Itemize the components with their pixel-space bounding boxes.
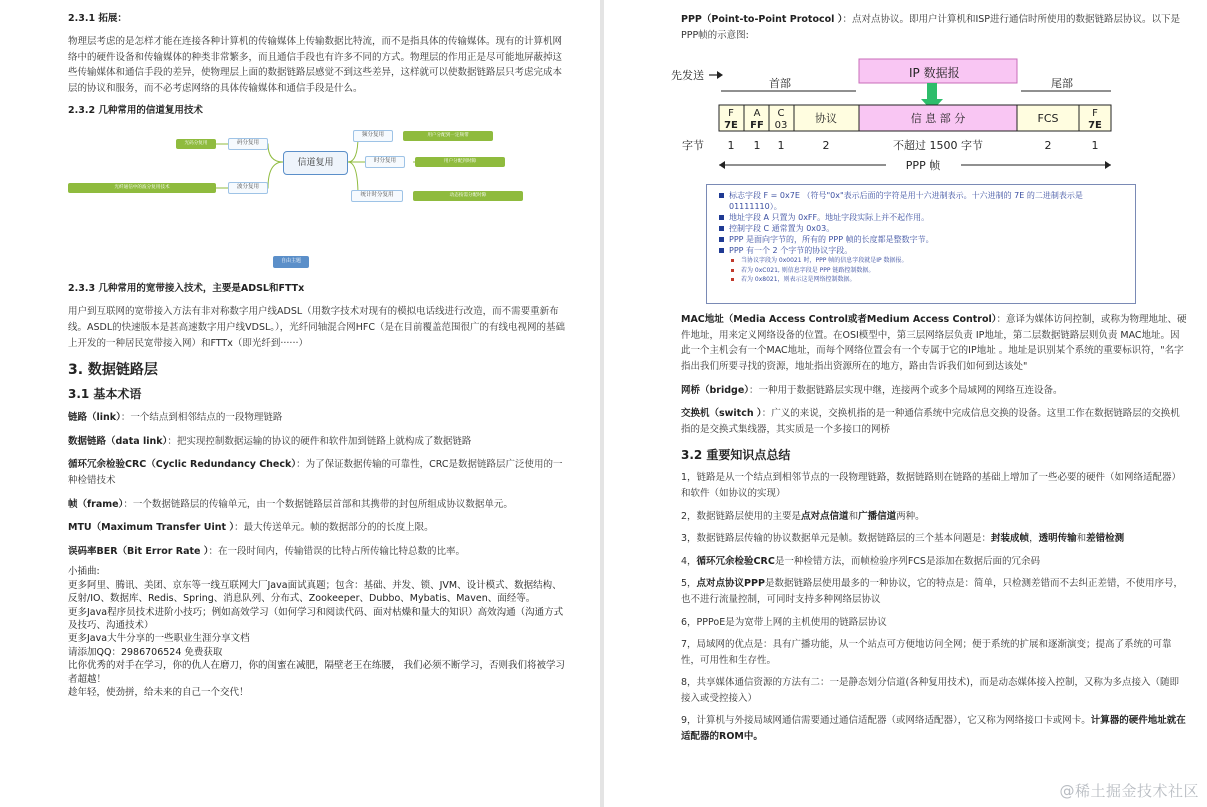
send-first-label: 先发送 [671,69,704,83]
header-label: 首部 [769,77,791,91]
byte-count-info: 不超过 1500 字节 [893,139,983,153]
byte-count-a: 1 [753,139,761,153]
ppp-frame-diagram [671,49,1131,184]
protocol-cell: 协议 [815,112,837,126]
frame-span-right-head [1105,161,1111,169]
term-switch: 交换机（switch ）：广义的来说，交换机指的是一种通信系统中完成信息交换的设备。这里工作在数据链路层的交换机指的是交换式集线器，其实质是一个多接口的网桥 [681,408,1180,435]
byte-count-f2: 1 [1091,139,1099,153]
ip-datagram-label: IP 数据报 [909,66,960,81]
term-mac: MAC地址（Media Access Control或者Medium Access Control）：意译为媒体访问控制，或称为物理地址、硬件地址，用来定义网络设备的位置。在OSI模型中，第三层网络层负责 IP地址，第二层数据链路层则负责 MAC地址。因此一个主机会有一个MAC地址，而每个网络位置会有一个专属于它的IP地址 。地址是识别某个系统的重要标识符，"名字指出我们所要寻找的资源，地址指出资源所在的地方，路由告诉我们如何到达该处" [681,314,1187,372]
ppp-frame-svg [671,49,1131,184]
mindmap-leaf-cdm: 光码分复用 [176,139,216,149]
note-line: 趁年轻，使劲拼，给未来的自己一个交代！ [68,686,249,698]
ppp-bullet: PPP 是面向字节的，所有的 PPP 帧的长度都是整数字节。 [719,234,1127,245]
byte-count-c: 1 [777,139,785,153]
term-ber: 误码率BER（Bit Error Rate ）：在一段时间内，传输错误的比特占所传输比特总数的比率。 [68,545,466,557]
byte-count-f: 1 [727,139,735,153]
multiplexing-mindmap [68,124,528,274]
section-2-3-1-title: 2.3.1 拓展： [68,13,127,24]
flag2-a: F [1092,108,1098,120]
mindmap-node-tdm: 时分复用 [365,156,405,168]
addr-a: A [753,108,761,120]
ctrl-a: C [777,108,785,120]
mindmap-center: 信道复用 [283,151,348,175]
term-bridge: 网桥（bridge）：一种用于数据链路层实现中继，连接两个或多个局域网的网络互连设备。 [681,384,1063,396]
flag1-b: 7E [724,120,738,132]
chapter-3-title: 3. 数据链路层 [68,362,158,379]
fcs-cell: FCS [1037,112,1059,126]
note-line: 更多Java程序员技术进阶小技巧；例如高效学习（如何学习和阅读代码、面对枯燥和量大的知识）高效沟通（沟通方式及技巧、沟通技术） [68,606,564,631]
mindmap-free-topic: 自由主题 [273,256,309,268]
note-line: 比你优秀的对手在学习，你的仇人在磨刀，你的闺蜜在减肥，隔壁老王在练腰， 我们必须不断学习，否则我们将被学习者超越！ [68,660,566,685]
send-arrow-head [717,71,723,79]
key-point: 8，共享媒体通信资源的方法有二：一是静态划分信道(各种复用技术)，而是动态媒体接入控制，又称为多点接入（随即接入或受控接入） [681,677,1179,704]
promo-note [68,565,570,699]
ppp-bullet: 控制字段 C 通常置为 0x03。 [719,223,1127,234]
term-frame: 帧（frame）：一个数据链路层的传输单元，由一个数据链路层首部和其携带的封包所组成协议数据单元。 [68,498,513,510]
key-point: 6，PPPoE是为宽带上网的主机使用的链路层协议 [681,616,887,628]
ppp-bullet: PPP 有一个 2 个字节的协议字段。 [719,245,1127,256]
ppp-notes-box [706,184,1136,304]
flag1-a: F [728,108,734,120]
mindmap-leaf-tdm: 用户分配到时隙 [415,157,505,167]
ppp-bullet: 标志字段 F = 0x7E （符号"0x"表示后面的字符是用十六进制表示。十六进制的 7E 的二进制表示是 01111110）。 [719,190,1127,212]
section-2-3-1-body: 物理层考虑的是怎样才能在连接各种计算机的传输媒体上传输数据比特流，而不是指具体的传输媒体。现有的计算机网络中的硬件设备和传输媒体的种类非常繁多，而且通信手段也有许多不同的方式。物理层的作用正是尽可能地屏蔽掉这些传输媒体和通信手段的差异，使物理层上面的数据链路层感觉不到这些差异，这样就可以使数据链路层只考虑完成本层的协议和服务，而不必考虑网络的具体传输媒体和通信手段是什么。 [68,36,563,94]
info-cell-label: 信 息 部 分 [910,112,966,126]
key-point: 3，数据链路层传输的协议数据单元是帧。数据链路层的三个基本问题是：封装成帧，透明传输和差错检测 [681,533,1125,545]
section-2-3-3-body: 用户到互联网的宽带接入方法有非对称数字用户线ADSL（用数字技术对现有的模拟电话线进行改造，而不需要重新布线。ASDL的快速版本是甚高速数字用户线VDSL。），光纤同轴混合网HFC（是在目前覆盖范围很广的有线电视网的基础上开发的一种居民宽带接入网）和FTTx（即光纤到······） [68,306,566,349]
watermark: @稀土掘金技术社区 [1059,782,1199,800]
ppp-frame-label: PPP 帧 [905,159,941,173]
key-point: 7，局域网的优点是：具有广播功能，从一个站点可方便地访问全网；便于系统的扩展和逐渐演变；提高了系统的可靠性，可用性和生存性。 [681,639,1172,666]
ppp-sub-bullet: 若为 0xC021, 则信息字段是 PPP 链路控制数据。 [719,266,1127,276]
ppp-sub-bullet: 当协议字段为 0x0021 时，PPP 帧的信息字段就是IP 数据报。 [719,256,1127,266]
byte-count-proto: 2 [822,139,830,153]
ip-arrow-shaft [927,83,937,99]
term-ppp: PPP（Point-to-Point Protocol ）：点对点协议。即用户计算机和ISP进行通信时所使用的数据链路层协议。以下是PPP帧的示意图: [681,14,1181,41]
key-point: 1，链路是从一个结点到相邻节点的一段物理链路，数据链路则在链路的基础上增加了一些必要的硬件（如网络适配器）和软件（如协议的实现） [681,472,1182,499]
addr-b: FF [750,120,764,132]
ctrl-b: 03 [774,120,788,132]
byte-label: 字节 [682,139,704,153]
mindmap-leaf-fdm: 用户分配到一定频带 [403,131,493,141]
mindmap-node-stdm: 统计时分复用 [351,190,403,202]
byte-count-fcs: 2 [1044,139,1052,153]
note-line: 更多Java大牛分享的一些职业生涯分享文档 [68,633,250,645]
note-line: 更多阿里、腾讯、美团、京东等一线互联网大厂Java面试真题；包含：基础、并发、锁、JVM、设计模式、数据结构、反射/IO、数据库、Redis、Spring、消息队列、分布式、Zookeeper、Dubbo、Mybatis、Maven、面经等。 [68,579,562,605]
right-page [604,0,1207,807]
mindmap-leaf-wdm: 光纤通信中的波分复用技术 [68,183,216,193]
term-link: 链路（link）：一个结点到相邻结点的一段物理链路 [68,412,283,424]
section-2-3-3-title: 2.3.3 几种常用的宽带接入技术，主要是ADSL和FTTx [68,283,305,295]
note-line: 小插曲: [68,566,100,578]
section-2-3-2-title: 2.3.2 几种常用的信道复用技术 [68,105,203,117]
mindmap-leaf-stdm: 动态按需分配时隙 [413,191,523,201]
flag2-b: 7E [1088,120,1102,132]
term-mtu: MTU（Maximum Transfer Uint ）：最大传送单元。帧的数据部分的的长度上限。 [68,522,434,534]
trailer-label: 尾部 [1051,77,1073,91]
section-3-1-title: 3.1 基本术语 [68,387,142,402]
term-data-link: 数据链路（data link）：把实现控制数据运输的协议的硬件和软件加到链路上就构成了数据链路 [68,435,472,447]
section-3-2-title: 3.2 重要知识点总结 [681,448,791,463]
mindmap-node-fdm: 频分复用 [353,130,393,142]
mindmap-node-cdm: 码分复用 [228,138,268,150]
ppp-bullet: 地址字段 A 只置为 0xFF。地址字段实际上并不起作用。 [719,212,1127,223]
key-point: 5，点对点协议PPP是数据链路层使用最多的一种协议，它的特点是：简单，只检测差错而不去纠正差错，不使用序号，也不进行流量控制，可同时支持多种网络层协议 [681,578,1183,605]
frame-span-left-head [719,161,725,169]
note-line: 请添加QQ：2986706524 免费获取 [68,646,223,658]
key-point: 9，计算机与外接局域网通信需要通过通信适配器（或网络适配器），它又称为网络接口卡或网卡。计算器的硬件地址就在适配器的ROM中。 [681,715,1186,743]
mindmap-node-wdm: 波分复用 [228,182,268,194]
left-page [0,0,600,807]
key-point: 4，循环冗余检验CRC是一种检错方法，而帧检验序列FCS是添加在数据后面的冗余码 [681,555,1040,567]
key-point: 2，数据链路层使用的主要是点对点信道和广播信道两种。 [681,510,925,522]
term-crc: 循环冗余检验CRC（Cyclic Redundancy Check）：为了保证数据传输的可靠性，CRC是数据链路层广泛使用的一种检错技术 [68,459,563,486]
key-points-list [681,470,1187,744]
ppp-sub-bullet: 若为 0x8021，则表示这是网络控制数据。 [719,275,1127,285]
